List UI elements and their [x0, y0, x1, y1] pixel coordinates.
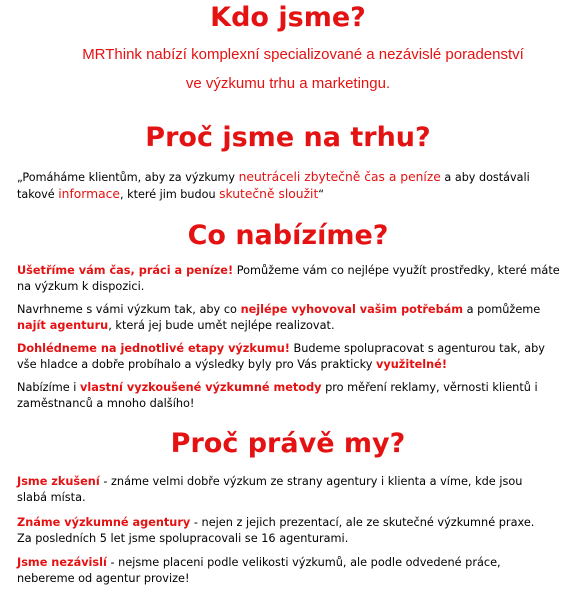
quote-text: a aby dostávali takové: [17, 171, 530, 201]
mission-quote: [17, 169, 562, 203]
why-text: - nejsme placeni podle velikosti výzkumů, ale podle odvedené práce, nebereme od agentur provize!: [17, 556, 501, 585]
heading-co-nabizime: Co nabízíme?: [187, 220, 389, 251]
offer-text: pro měření reklamy, věrnosti klientů i zaměstnanců a mnoho dalšího!: [17, 381, 538, 410]
quote-highlight: skutečně sloužit: [219, 187, 319, 201]
quote-text: “: [318, 188, 325, 201]
offer-highlight: vlastní vyzkoušené výzkumné metody: [80, 381, 322, 394]
offer-text: Nabízíme i: [17, 381, 81, 394]
offer-highlight: nejlépe vyhovoval vašim potřebám: [240, 303, 464, 316]
offer-paragraph: [17, 302, 562, 334]
why-highlight: Jsme zkušení: [17, 475, 100, 488]
why-paragraph: [17, 555, 547, 587]
offer-text: Pomůžeme vám co nejlépe využít prostředky, které máte na výzkum k dispozici.: [17, 264, 560, 293]
intro-text: [0, 40, 576, 98]
quote-text: , které jim budou: [119, 188, 220, 201]
why-text: - známe velmi dobře výzkum ze strany agentury i klienta a víme, kde jsou slabá místa.: [17, 475, 523, 504]
offer-paragraph: [17, 380, 562, 412]
intro-line-2: ve výzkumu trhu a marketingu.: [185, 75, 391, 92]
offer-text: , která jej bude umět nejlépe realizovat.: [108, 319, 335, 332]
why-text: - nejen z jejich prezentací, ale ze skutečné výzkumné praxe. Za posledních 5 let jsme spolupracovali se 16 agenturami.: [17, 516, 535, 545]
quote-text: „Pomáháme klientům, aby za výzkumy: [17, 171, 239, 184]
intro-line-1: MRThink nabízí komplexní specializované a nezávislé poradenství: [82, 46, 524, 63]
why-paragraph: [17, 474, 547, 506]
quote-highlight: informace: [58, 187, 120, 201]
offer-highlight: Dohlédneme na jednotlivé etapy výzkumu!: [17, 342, 290, 355]
offer-text: a pomůžeme: [463, 303, 541, 316]
offer-highlight: najít agenturu: [17, 319, 109, 332]
why-highlight: Jsme nezávislí: [17, 556, 107, 569]
heading-kdo-jsme: Kdo jsme?: [210, 2, 366, 33]
why-highlight: Známe výzkumné agentury: [17, 516, 191, 529]
offer-paragraph: [17, 263, 562, 295]
why-paragraph: [17, 515, 547, 547]
offer-highlight: Ušetříme vám čas, práci a peníze!: [17, 264, 234, 277]
heading-proc-jsme-na-trhu: Proč jsme na trhu?: [145, 122, 431, 153]
offer-paragraph: [17, 341, 562, 373]
offer-text: Navrhneme s vámi výzkum tak, aby co: [17, 303, 241, 316]
offer-text: Budeme spolupracovat s agenturou tak, aby vše hladce a dobře probíhalo a výsledky byly pro Vás prakticky: [17, 342, 545, 371]
offer-highlight: využitelné!: [375, 358, 447, 371]
heading-proc-prave-my: Proč právě my?: [170, 428, 406, 459]
quote-highlight: neutráceli zbytečně čas a peníze: [238, 170, 441, 184]
